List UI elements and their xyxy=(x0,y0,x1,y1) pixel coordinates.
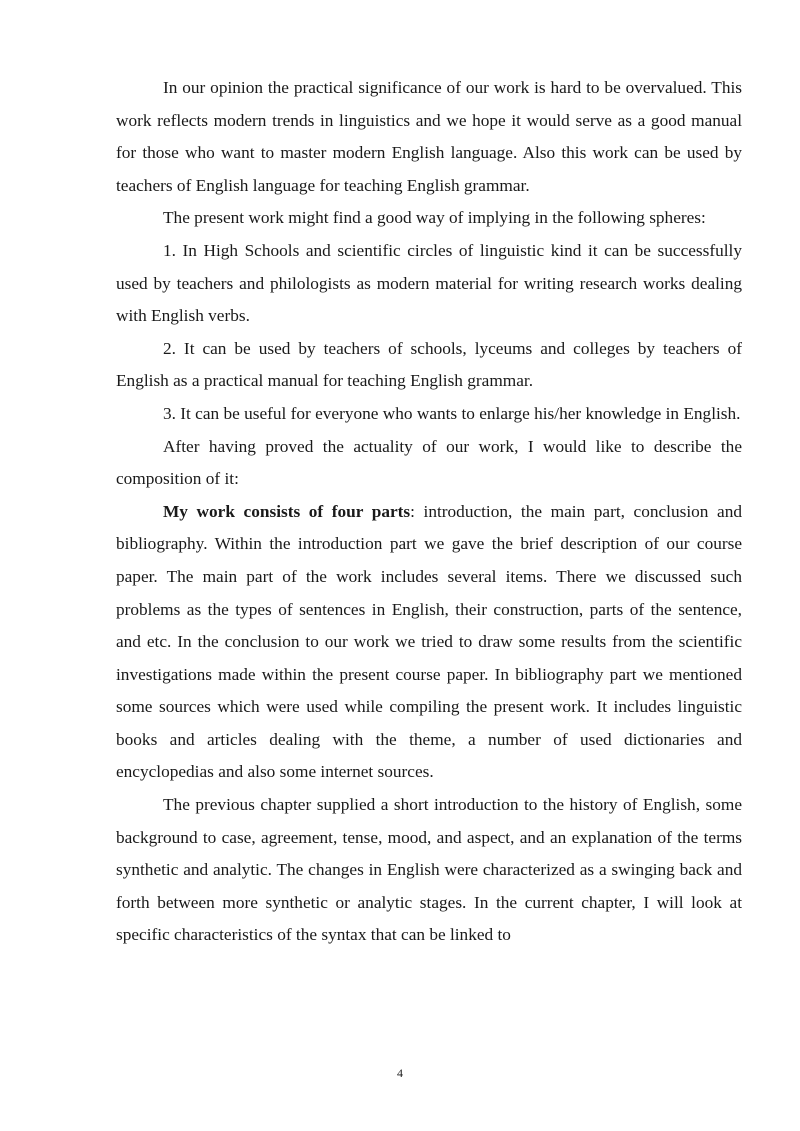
body-text xyxy=(116,72,742,952)
paragraph-significance xyxy=(116,72,742,202)
list-item-3 xyxy=(116,398,742,431)
paragraph-text: 1. In High Schools and scientific circles of linguistic kind it can be successfully used by teachers and philologists as modern material for writing research works dealing with English verbs. xyxy=(116,240,742,326)
paragraph-text: The present work might find a good way of implying in the following spheres: xyxy=(163,208,706,228)
paragraph-text: The previous chapter supplied a short introduction to the history of English, some background to case, agreement, tense, mood, and aspect, and an explanation of the terms synthetic and analytic. The changes in English were characterized as a swinging back and forth between more synthetic or analytic stages. In the current chapter, I will look at specific characteristics of the syntax that can be linked to xyxy=(116,795,742,945)
list-item-2 xyxy=(116,333,742,398)
paragraph-text: After having proved the actuality of our work, I would like to describe the composition of it: xyxy=(116,436,742,489)
paragraph-composition-intro xyxy=(116,431,742,496)
paragraph-text: 2. It can be used by teachers of schools, lyceums and colleges by teachers of English as a practical manual for teaching English grammar. xyxy=(116,338,742,391)
paragraph-text: 3. It can be useful for everyone who wants to enlarge his/her knowledge in English. xyxy=(163,403,741,423)
paragraph-structure xyxy=(116,496,742,789)
paragraph-text: : introduction, the main part, conclusion and bibliography. Within the introduction part we gave the brief description of our course paper. The main part of the work includes several items. There we discussed such problems as the types of sentences in English, their construction, parts of the sentence, and etc. In the conclusion to our work we tried to draw some results from the scientific investigations made within the present course paper. In bibliography part we mentioned some sources which were used while compiling the present work. It includes linguistic books and articles dealing with the theme, a number of used dictionaries and encyclopedias and also some internet sources. xyxy=(116,501,742,782)
page-number: 4 xyxy=(397,1066,403,1080)
paragraph-previous-chapter xyxy=(116,789,742,952)
paragraph-spheres-intro xyxy=(116,202,742,235)
list-item-1 xyxy=(116,235,742,333)
bold-lead-phrase: My work consists of four parts xyxy=(163,501,411,521)
paragraph-text: In our opinion the practical significance of our work is hard to be overvalued. This work reflects modern trends in linguistics and we hope it would serve as a good manual for those who want to master modern English language. Also this work can be used by teachers of English language for teaching English grammar. xyxy=(116,78,742,195)
